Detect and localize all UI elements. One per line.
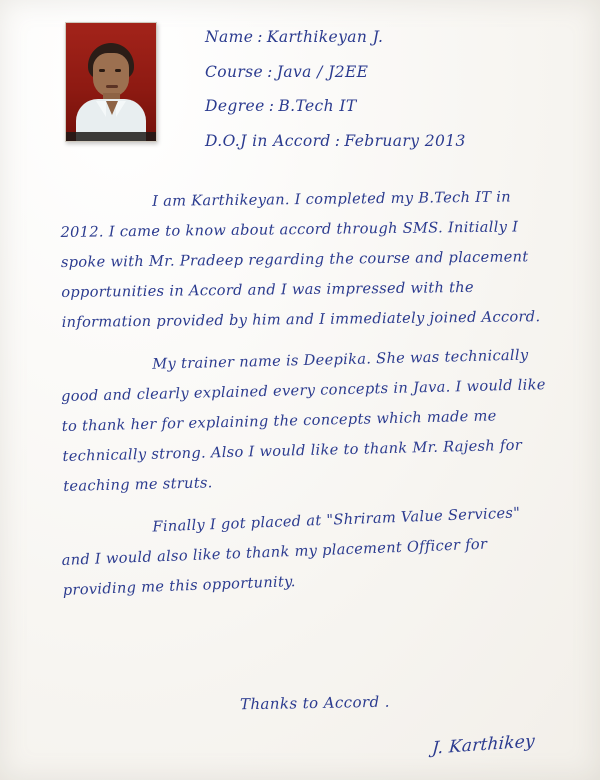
paragraph-indent	[61, 531, 153, 535]
paragraph-trainer-text: My trainer name is Deepika. She was technically good and clearly explained every concepts in Java. I would like to thank her for explaining the concepts which made me technically strong. Also I would like to thank Mr. Rajesh for teaching me struts.	[60, 346, 546, 495]
field-degree-separator: :	[268, 97, 275, 115]
field-course-separator: :	[267, 62, 273, 81]
paragraph-intro-text: I am Karthikeyan. I completed my B.Tech IT in 2012. I came to know about accord through SMS. Initially I spoke with Mr. Pradeep regarding the course and placement opportunities in Accord and I was impressed with the information provided by him and I immediately joined Accord.	[60, 188, 541, 331]
header-fields	[205, 30, 565, 168]
paragraph-indent	[60, 369, 152, 371]
paragraph-placement	[60, 497, 551, 606]
field-degree-value: B.Tech IT	[278, 97, 357, 115]
field-name-value: Karthikeyan J.	[266, 28, 384, 46]
testimonial-body	[60, 188, 548, 620]
field-name-separator: :	[257, 28, 263, 46]
photo-face	[93, 53, 129, 97]
field-degree	[205, 99, 565, 115]
closing-line: Thanks to Accord .	[239, 692, 390, 714]
field-course	[205, 62, 565, 81]
photo-bottom-strip	[66, 132, 156, 141]
paragraph-indent	[60, 206, 152, 207]
photo-collar-left	[96, 101, 106, 117]
field-name-label: Name	[205, 28, 254, 46]
photo-mouth	[106, 85, 118, 88]
field-doj-separator: :	[334, 131, 341, 150]
signature: J. Karthikey	[431, 731, 536, 759]
field-course-value: Java / J2EE	[276, 62, 369, 81]
candidate-photo	[65, 22, 157, 142]
paragraph-trainer	[60, 340, 552, 502]
field-doj	[205, 131, 565, 150]
photo-eye-left	[99, 69, 105, 72]
photo-collar-right	[116, 101, 126, 117]
field-degree-label: Degree	[205, 97, 265, 115]
paragraph-intro	[60, 182, 550, 338]
field-doj-value: February 2013	[344, 131, 466, 150]
field-name	[205, 30, 565, 46]
field-doj-label: D.O.J in Accord	[205, 131, 331, 150]
field-course-label: Course	[205, 62, 264, 81]
photo-eye-right	[115, 69, 121, 72]
paragraph-placement-text: Finally I got placed at "Shriram Value Services" and I would also like to thank my placement Officer for providing me this opportunity.	[61, 504, 521, 599]
